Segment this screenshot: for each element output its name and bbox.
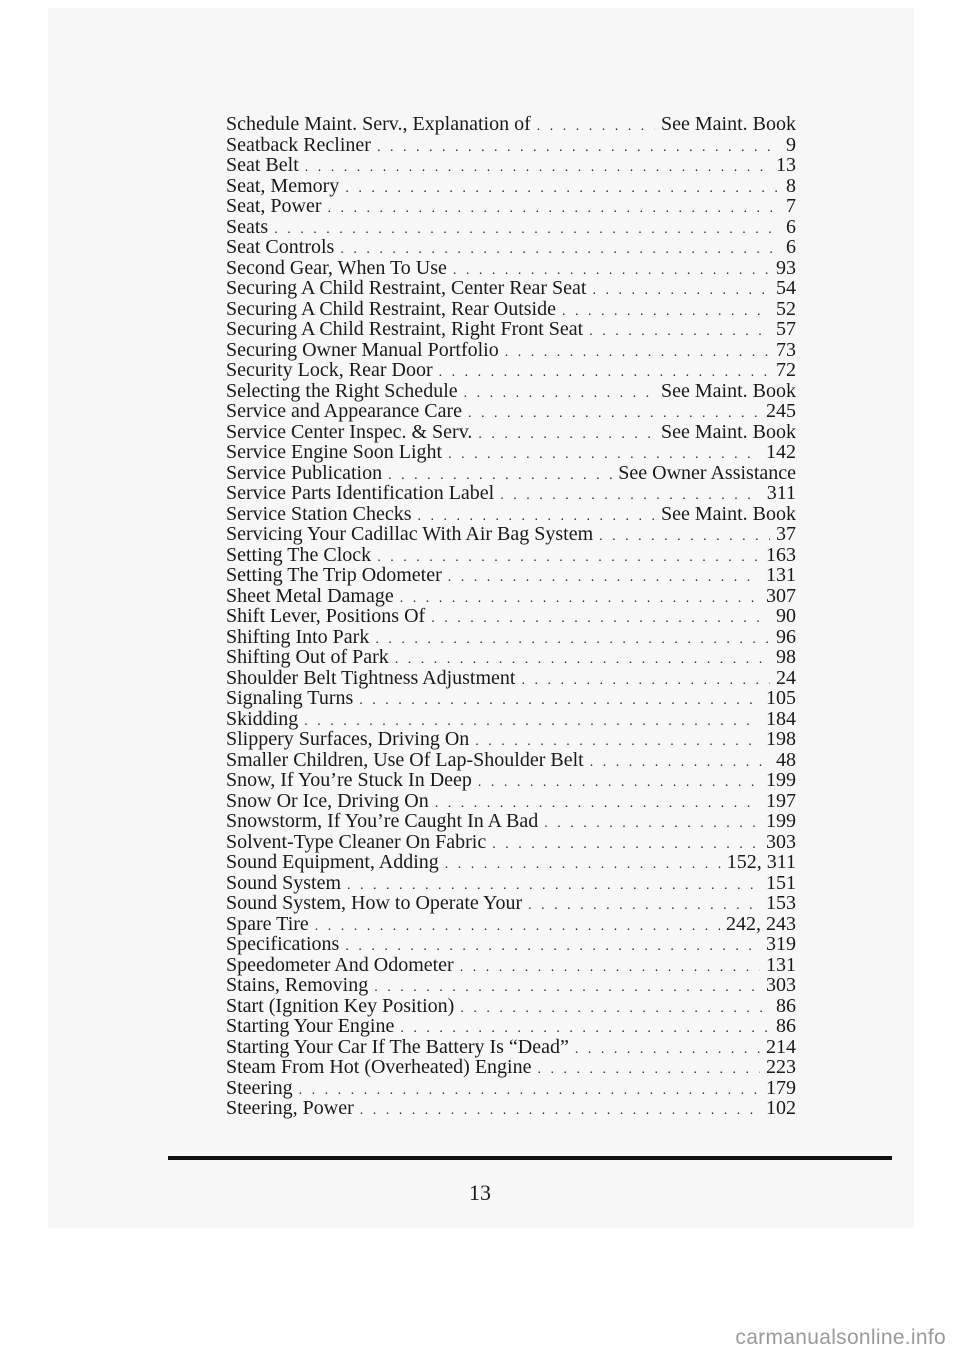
index-entry-label: Seat, Memory (226, 174, 340, 197)
index-entry-page: 307 (766, 584, 796, 607)
index-entry (226, 422, 796, 443)
index-entry-page: 6 (786, 215, 796, 238)
index-entry (226, 873, 796, 894)
index-entry-label: Setting The Clock (226, 543, 372, 566)
dot-leader (299, 1081, 760, 1102)
footer-rule (168, 1156, 892, 1160)
page-number: 13 (469, 1180, 491, 1205)
index-entry (226, 319, 796, 340)
index-entry-page: See Maint. Book (661, 113, 796, 135)
index-entry-label: Service Parts Identification Label (226, 482, 495, 504)
dot-leader (537, 117, 655, 138)
index-entry-page: 93 (776, 256, 796, 279)
index-entry-page: 153 (766, 892, 796, 914)
index-entry (226, 750, 796, 771)
dot-leader (315, 917, 720, 938)
index-entry (226, 811, 796, 832)
index-entry (226, 135, 796, 156)
dot-leader (521, 671, 770, 692)
index-entry-page: 163 (766, 543, 796, 566)
index-entry-label: Setting The Trip Odometer (226, 564, 442, 586)
index-entry (226, 381, 796, 402)
index-entry-page: 131 (766, 564, 796, 586)
index-entry-label: Signaling Turns (226, 687, 354, 709)
index-entry (226, 299, 796, 320)
dot-leader (328, 199, 780, 220)
index-entry-label: Schedule Maint. Serv., Explanation of (226, 113, 531, 135)
index-entry-label: Service and Appearance Care (226, 400, 462, 422)
dot-leader (590, 753, 770, 774)
index-entry-label: Service Engine Soon Light (226, 441, 443, 463)
index-entry (226, 893, 796, 914)
index-entry (226, 524, 796, 545)
index-entry-page: 223 (766, 1056, 796, 1078)
index-entry (226, 237, 796, 258)
dot-leader (599, 527, 770, 548)
index-entry (226, 647, 796, 668)
dot-leader (345, 179, 780, 200)
index-entry-label: Specifications (226, 933, 340, 955)
index-entry-label: Second Gear, When To Use (226, 256, 447, 279)
index-entry-label: Securing Owner Manual Portfolio (226, 338, 499, 361)
index-entry (226, 504, 796, 525)
index-list (226, 114, 796, 1119)
dot-leader (448, 568, 760, 589)
index-entry-page: 102 (766, 1097, 796, 1119)
index-entry-label: Security Lock, Rear Door (226, 359, 433, 381)
dot-leader (478, 773, 760, 794)
index-entry (226, 975, 796, 996)
dot-leader (544, 814, 760, 835)
index-entry-label: Start (Ignition Key Position) (226, 994, 455, 1017)
index-entry-label: Shifting Into Park (226, 625, 370, 648)
index-entry-label: Servicing Your Cadillac With Air Bag System (226, 523, 594, 545)
index-entry-label: Securing A Child Restraint, Center Rear Seat (226, 277, 587, 299)
index-entry-label: Snow, If You’re Stuck In Deep (226, 769, 472, 791)
index-entry-page: 152, 311 (726, 851, 796, 873)
index-entry-page: 96 (776, 625, 796, 648)
index-entry-label: Securing A Child Restraint, Right Front Seat (226, 318, 584, 340)
index-entry-page: 214 (766, 1035, 796, 1058)
index-entry (226, 914, 796, 935)
index-entry-page: 86 (776, 994, 796, 1017)
dot-leader (431, 609, 770, 630)
index-entry-label: Shoulder Belt Tightness Adjustment (226, 666, 516, 689)
index-entry-label: Service Publication (226, 461, 383, 484)
index-entry-page: 8 (786, 174, 796, 197)
index-entry-label: Smaller Children, Use Of Lap-Shoulder Belt (226, 748, 584, 771)
index-entry-page: 131 (766, 953, 796, 976)
index-entry (226, 1078, 796, 1099)
dot-leader (575, 1040, 760, 1061)
index-entry-page: 13 (776, 154, 796, 176)
index-entry-page: 242, 243 (726, 912, 796, 935)
index-entry-page: 52 (776, 297, 796, 320)
index-entry-page: 54 (776, 277, 796, 299)
index-entry-page: 151 (766, 871, 796, 894)
index-entry-page: 184 (766, 707, 796, 730)
index-entry-page: 24 (776, 666, 796, 689)
index-entry-page: 197 (766, 789, 796, 812)
dot-leader (375, 630, 770, 651)
index-entry-page: 57 (776, 318, 796, 340)
index-entry (226, 934, 796, 955)
index-entry-page: 73 (776, 338, 796, 361)
index-entry-label: Skidding (226, 707, 299, 730)
index-entry (226, 996, 796, 1017)
index-entry-page: 179 (766, 1076, 796, 1099)
index-entry-page: 37 (776, 523, 796, 545)
index-entry-label: Starting Your Car If The Battery Is “Dead” (226, 1035, 569, 1058)
index-entry-label: Sound System (226, 871, 342, 894)
index-entry-page: 9 (786, 133, 796, 156)
index-entry (226, 1016, 796, 1037)
index-entry (226, 196, 796, 217)
dot-leader (360, 1101, 760, 1122)
dot-leader (445, 855, 721, 876)
index-entry-page: 105 (766, 687, 796, 709)
index-entry (226, 545, 796, 566)
index-entry (226, 114, 796, 135)
watermark: carmanualsonline.info (735, 1326, 946, 1349)
index-entry (226, 729, 796, 750)
index-entry (226, 463, 796, 484)
dot-leader (589, 322, 770, 343)
index-entry-page: See Maint. Book (661, 502, 796, 525)
index-entry-page: 142 (766, 441, 796, 463)
index-entry-label: Sound System, How to Operate Your (226, 892, 523, 914)
index-entry (226, 627, 796, 648)
index-entry-label: Seats (226, 215, 269, 238)
index-entry (226, 176, 796, 197)
index-entry (226, 217, 796, 238)
index-entry (226, 586, 796, 607)
index-entry-page: 245 (766, 400, 796, 422)
index-entry-label: Shift Lever, Positions Of (226, 605, 426, 627)
index-entry-page: 319 (766, 933, 796, 955)
dot-leader (505, 343, 770, 364)
index-entry-page: 7 (786, 195, 796, 217)
index-entry (226, 1098, 796, 1119)
index-entry-label: Spare Tire (226, 912, 309, 935)
index-entry-label: Selecting the Right Schedule (226, 379, 458, 402)
index-entry (226, 258, 796, 279)
index-entry (226, 1037, 796, 1058)
dot-leader (478, 425, 655, 446)
index-entry-label: Steering (226, 1076, 293, 1099)
index-entry (226, 668, 796, 689)
dot-leader (460, 958, 760, 979)
index-entry-page: 198 (766, 728, 796, 750)
index-entry (226, 360, 796, 381)
index-entry-label: Seat Controls (226, 236, 335, 258)
index-entry-page: 90 (776, 605, 796, 627)
index-entry-label: Seat Belt (226, 154, 299, 176)
dot-leader (562, 302, 770, 323)
index-entry (226, 483, 796, 504)
index-entry-page: 72 (776, 359, 796, 381)
index-entry-page: See Maint. Book (661, 420, 796, 443)
index-entry (226, 155, 796, 176)
index-entry (226, 709, 796, 730)
dot-leader (593, 281, 771, 302)
index-entry-page: 86 (776, 1015, 796, 1037)
index-entry-page: 98 (776, 646, 796, 668)
index-entry (226, 565, 796, 586)
index-entry-page: 303 (766, 830, 796, 853)
dot-leader (460, 999, 770, 1020)
index-entry (226, 606, 796, 627)
index-entry (226, 340, 796, 361)
index-entry (226, 278, 796, 299)
index-entry (226, 955, 796, 976)
index-entry-label: Slippery Surfaces, Driving On (226, 728, 470, 750)
index-entry-label: Steering, Power (226, 1097, 354, 1119)
dot-leader (400, 589, 760, 610)
index-entry-label: Stains, Removing (226, 974, 369, 996)
index-entry-label: Snow Or Ice, Driving On (226, 789, 429, 812)
index-entry-label: Steam From Hot (Overheated) Engine (226, 1056, 532, 1078)
index-entry (226, 770, 796, 791)
index-entry-label: Service Center Inspec. & Serv. (226, 420, 473, 443)
dot-leader (359, 691, 760, 712)
index-entry-label: Solvent-Type Cleaner On Fabric (226, 830, 487, 853)
index-entry-label: Snowstorm, If You’re Caught In A Bad (226, 810, 539, 832)
index-entry-page: 199 (766, 769, 796, 791)
index-entry-page: 48 (776, 748, 796, 771)
dot-leader (464, 384, 655, 405)
index-entry (226, 791, 796, 812)
index-entry-label: Starting Your Engine (226, 1015, 395, 1037)
dot-leader (537, 1060, 760, 1081)
index-entry-label: Seat, Power (226, 195, 322, 217)
index-entry-page: 199 (766, 810, 796, 832)
dot-leader (274, 220, 780, 241)
index-entry (226, 1057, 796, 1078)
index-entry (226, 832, 796, 853)
index-entry-label: Service Station Checks (226, 502, 412, 525)
index-entry-page: See Owner Assistance (618, 461, 796, 484)
index-entry-label: Speedometer And Odometer (226, 953, 454, 976)
dot-leader (492, 835, 760, 856)
index-entry-label: Sheet Metal Damage (226, 584, 394, 607)
index-entry-page: 303 (766, 974, 796, 996)
index-entry-label: Seatback Recliner (226, 133, 371, 156)
index-entry (226, 401, 796, 422)
index-entry-label: Securing A Child Restraint, Rear Outside (226, 297, 556, 320)
index-entry-page: See Maint. Book (661, 379, 796, 402)
index-entry (226, 852, 796, 873)
index-entry-page: 6 (786, 236, 796, 258)
dot-leader (377, 138, 780, 159)
index-entry-page: 311 (766, 482, 796, 504)
index-entry (226, 688, 796, 709)
index-entry-label: Sound Equipment, Adding (226, 851, 439, 873)
index-entry (226, 442, 796, 463)
dot-leader (305, 158, 770, 179)
index-entry-label: Shifting Out of Park (226, 646, 389, 668)
